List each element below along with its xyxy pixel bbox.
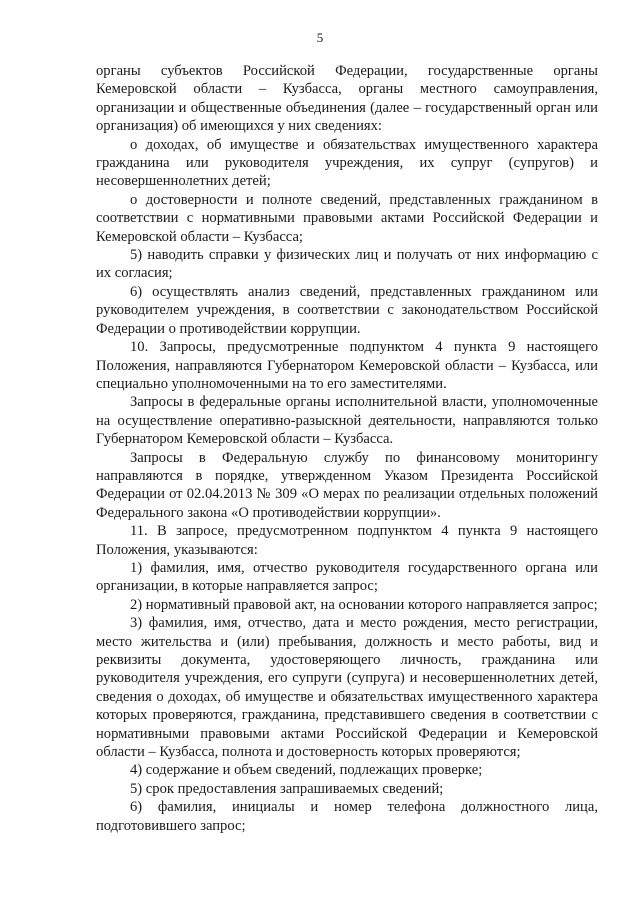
paragraph: 6) осуществлять анализ сведений, представленных гражданином или руководителем учреждения, в соответствии с законодательством Российской Федерации о противодействии коррупции. bbox=[96, 283, 598, 337]
paragraph: 2) нормативный правовой акт, на основании которого направляется запрос; bbox=[130, 596, 598, 613]
paragraph: 6) фамилия, инициалы и номер телефона должностного лица, подготовившего запрос; bbox=[96, 799, 598, 834]
body-text bbox=[96, 62, 598, 835]
paragraph: 11. В запросе, предусмотренном подпунктом 4 пункта 9 настоящего Положения, указываются: bbox=[96, 523, 598, 558]
paragraph: 4) содержание и объем сведений, подлежащих проверке; bbox=[130, 762, 483, 779]
paragraph: о достоверности и полноте сведений, представленных гражданином в соответствии с нормативными правовыми актами Российской Федерации и Кемеровской области – Кузбасса; bbox=[96, 191, 598, 245]
paragraph: Запросы в федеральные органы исполнительной власти, уполномоченные на осуществление оперативно-разыскной деятельности, направляются только Губернатором Кемеровской области – Кузбасса. bbox=[96, 394, 598, 448]
paragraph: 10. Запросы, предусмотренные подпунктом 4 пункта 9 настоящего Положения, направляются Губернатором Кемеровской области – Кузбасса, или специально уполномоченными на то его заместителями. bbox=[96, 339, 598, 392]
paragraph: 1) фамилия, имя, отчество руководителя государственного органа или организации, в которые направляется запрос; bbox=[96, 559, 598, 595]
paragraph: 3) фамилия, имя, отчество, дата и место рождения, место регистрации, место жительства и (или) пребывания, должность и место работы, вид и реквизиты документа, удостоверяющего личность, гражданина или руководителя учреждения, его супруги (супруга) и несовершеннолетних детей, сведения о доходах, об имуществе и обязательствах имущественного характера которых проверяются, гражданина, представившего сведения в соответствии с нормативными правовыми актами Российской Федерации и Кемеровской области – Кузбасса, полнота и достоверность которых проверяются; bbox=[96, 615, 598, 761]
page-number: 5 bbox=[316, 30, 324, 45]
paragraph: о доходах, об имуществе и обязательствах имущественного характера гражданина или руководителя учреждения, их супруг (супругов) и несовершеннолетних детей; bbox=[96, 136, 598, 190]
paragraph: Запросы в Федеральную службу по финансовому мониторингу направляются в порядке, утвержденном Указом Президента Российской Федерации от 02.04.2013 № 309 «О мерах по реализации отдельных положений Федерального закона «О противодействии коррупции». bbox=[96, 449, 598, 521]
paragraph: 5) срок предоставления запрашиваемых сведений; bbox=[130, 780, 444, 797]
paragraph: 5) наводить справки у физических лиц и получать от них информацию с их согласия; bbox=[96, 247, 598, 282]
paragraph: органы субъектов Российской Федерации, государственные органы Кемеровской области – Кузбасса, органы местного самоуправления, организации и общественные объединения (далее – государственный орган или организация) об имеющихся у них сведениях: bbox=[96, 63, 598, 135]
